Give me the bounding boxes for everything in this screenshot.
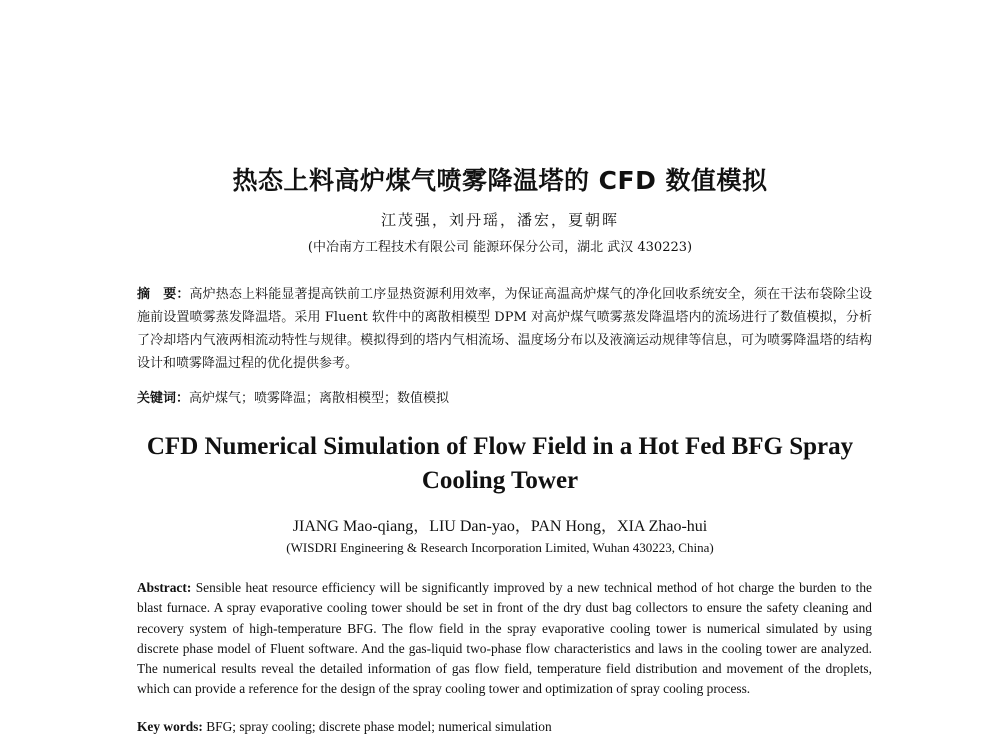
chinese-title: 热态上料高炉煤气喷雾降温塔的 CFD 数值模拟 bbox=[232, 166, 768, 195]
english-affiliation: (WISDRI Engineering & Research Incorporation Limited, Wuhan 430223, China) bbox=[286, 540, 714, 555]
chinese-abstract-label: 摘 要： bbox=[137, 287, 190, 302]
chinese-affiliation: (中冶南方工程技术有限公司 能源环保分公司，湖北 武汉 430223) bbox=[307, 240, 693, 255]
english-abstract-label: Abstract: bbox=[137, 580, 192, 595]
chinese-abstract-text: 高炉热态上料能显著提高铁前工序显热资源利用效率，为保证高温高炉煤气的净化回收系统安全，须在干法布袋除尘设施前设置喷雾蒸发降温塔。采用 Fluent 软件中的离散相模型 DPM 对高炉煤气喷雾蒸发降温塔内的流场进行了数值模拟，分析了冷却塔内气液两相流动特性与规律。模拟得到的塔内气相流场、温度场分布以及液滴运动规律等信息，可为喷雾降温塔的结构设计和喷雾降温过程的优化提供参考。 bbox=[137, 287, 872, 371]
chinese-keywords-text: 高炉煤气；喷雾降温；离散相模型；数值模拟 bbox=[189, 391, 450, 406]
english-authors: JIANG Mao-qiang，LIU Dan-yao，PAN Hong，XIA Zhao-hui bbox=[292, 518, 708, 535]
chinese-keywords-label: 关键词： bbox=[137, 391, 190, 406]
english-keywords bbox=[137, 719, 872, 735]
english-abstract-text: Sensible heat resource efficiency will be significantly improved by a new technical method of hot charge the burden to the blast furnace. A spray evaporative cooling tower should be set in front of the dry dust bag collectors to ensure the safety cleaning and recovery system of high-temperature BFG. The flow field in the spray evaporative cooling tower is numerical simulated by using discrete phase model of Fluent software. And the gas-liquid two-phase flow characteristics and laws in the cooling tower are analyzed. The numerical results reveal the detailed information of gas flow field, temperature field distribution and movement of the droplets, which can provide a reference for the design of the spray cooling tower and optimization of spray cooling process. bbox=[137, 580, 872, 697]
chinese-abstract bbox=[137, 283, 872, 375]
chinese-authors: 江茂强，刘丹瑶，潘宏，夏朝晖 bbox=[380, 211, 619, 229]
english-keywords-text: BFG; spray cooling; discrete phase model; numerical simulation bbox=[206, 719, 552, 734]
english-keywords-label: Key words: bbox=[137, 719, 203, 734]
english-abstract bbox=[137, 578, 872, 700]
english-title: CFD Numerical Simulation of Flow Field in a Hot Fed BFG Spray Cooling Tower bbox=[146, 433, 854, 494]
chinese-keywords bbox=[137, 387, 872, 406]
